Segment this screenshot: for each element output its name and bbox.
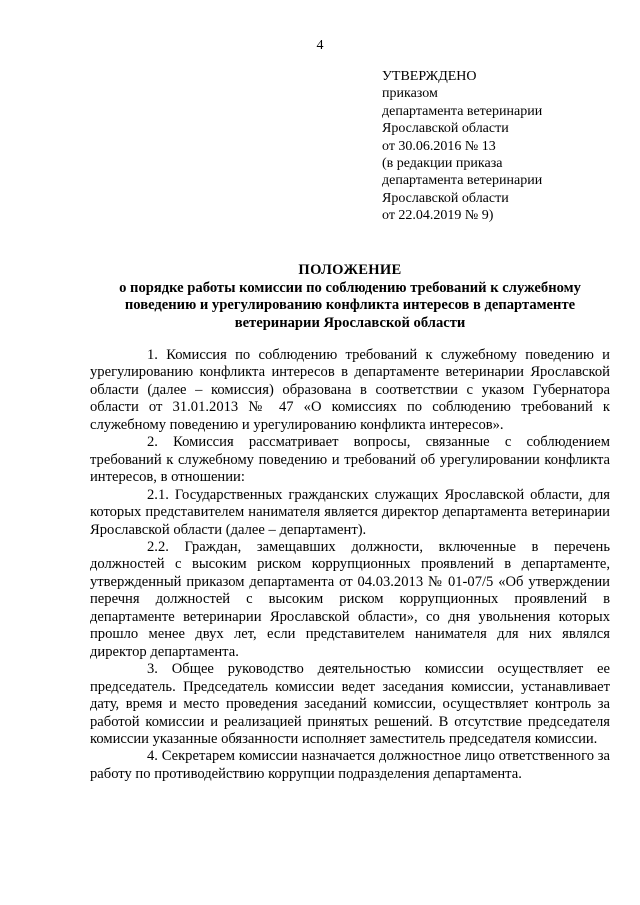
document-title-block [90, 262, 610, 332]
paragraph-4: 4. Секретарем комиссии назначается должностное лицо ответственного за работу по противодействию коррупции подразделения департамента. [90, 748, 610, 782]
approval-line: УТВЕРЖДЕНО [382, 69, 477, 84]
approval-line: от 22.04.2019 № 9) [382, 208, 494, 224]
approval-line: (в редакции приказа [382, 156, 503, 172]
document-heading: ПОЛОЖЕНИЕ [298, 262, 402, 278]
paragraph-2: 2. Комиссия рассматривает вопросы, связанные с соблюдением требований к служебному поведению и требований об урегулировании конфликта интересов, в отношении: [90, 434, 610, 486]
paragraph-3: 3. Общее руководство деятельностью комиссии осуществляет ее председатель. Председатель комиссии ведет заседания комиссии, устанавливает дату, время и место проведения заседаний комиссии, осуществляет контроль за работой комиссии и реализацией принятых решений. В отсутствие председателя комиссии указанные обязанности исполняет заместитель председателя комиссии. [90, 661, 610, 747]
approval-line: приказом [382, 86, 438, 102]
document-body [90, 347, 610, 783]
approval-line: Ярославской области [382, 190, 509, 206]
paragraph-2-2: 2.2. Граждан, замещавших должности, включенные в перечень должностей с высоким риском коррупционных проявлений в департаменте, утвержденный приказом департамента от 04.03.2013 № 01-07/5 «Об утверждении перечня должностей с высоким риском коррупционных проявлений в департаменте ветеринарии Ярославской области», со дня увольнения которых прошло менее двух лет, если представителем нанимателя для них являлся директор департамента. [90, 538, 610, 660]
approval-line: Ярославской области [382, 121, 509, 137]
approval-stamp-block [382, 68, 622, 225]
document-subtitle: о порядке работы комиссии по соблюдению требований к служебному поведению и урегулированию конфликта интересов в департаменте ветеринарии Ярославской области [119, 279, 581, 331]
approval-line: департамента ветеринарии [382, 103, 543, 119]
page-number: 4 [316, 38, 324, 53]
paragraph-1: 1. Комиссия по соблюдению требований к служебному поведению и урегулированию конфликта интересов в департаменте ветеринарии Ярославской области (далее – комиссия) образована в соответствии с указом Губернатора области от 31.01.2013 № 47 «О комиссиях по соблюдению требований к служебному поведению и урегулированию конфликта интересов». [90, 347, 610, 433]
approval-line: от 30.06.2016 № 13 [382, 138, 496, 154]
paragraph-2-1: 2.1. Государственных гражданских служащих Ярославской области, для которых представителем нанимателя является директор департамента ветеринарии Ярославской области (далее – департамент). [90, 486, 610, 538]
approval-line: департамента ветеринарии [382, 173, 543, 189]
